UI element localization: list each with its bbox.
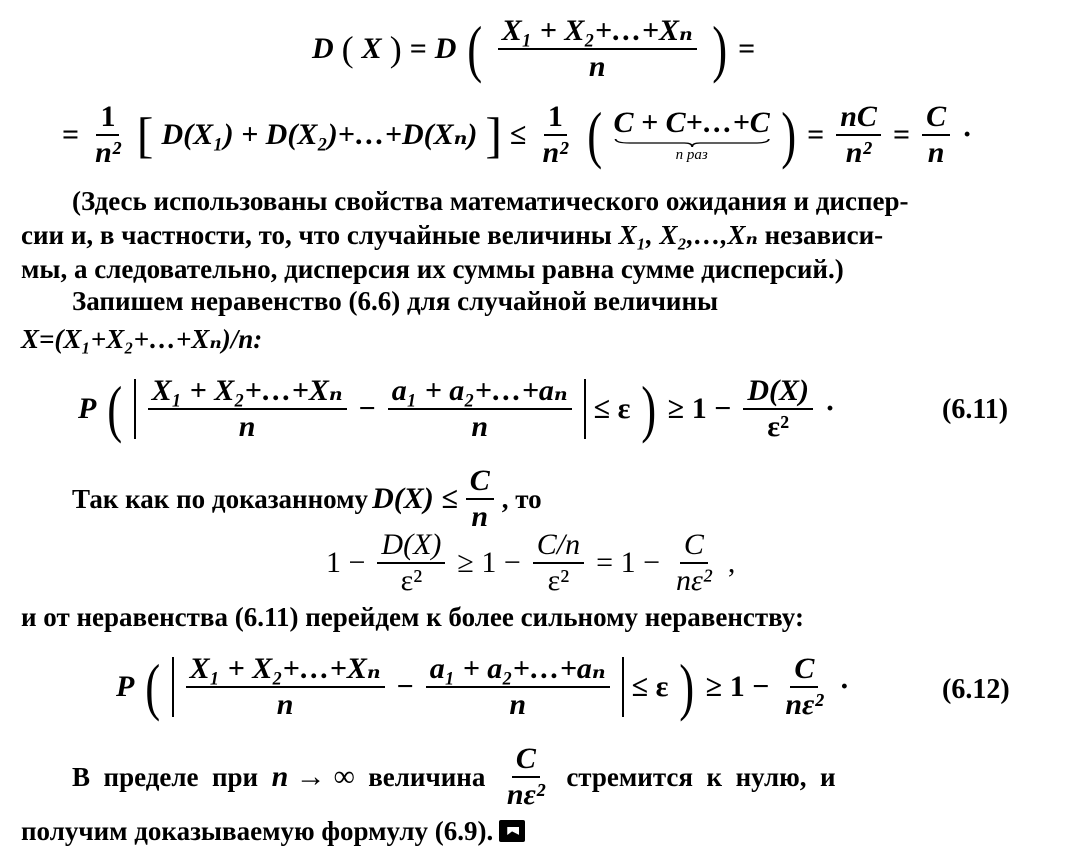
n-squared-denominator: n² — [845, 136, 872, 169]
underbraced-sum — [613, 105, 770, 163]
numerator-one-2: 1 — [544, 102, 567, 136]
paragraph-6 — [21, 818, 525, 845]
expectation-mean-fraction-612 — [426, 654, 610, 720]
X-symbol: X — [361, 32, 382, 65]
sample-sum-612: X₁ + X₂+…+Xₙ — [186, 654, 385, 688]
paragraph-1-text-b: независи- — [757, 220, 884, 250]
end-of-proof-icon — [499, 820, 525, 842]
C-n-over-eps-sq — [533, 530, 584, 596]
C-over-n-eps-sq — [672, 530, 716, 596]
expectation-n-612: n — [509, 688, 527, 721]
eq-one-minus-3: = 1 − — [596, 546, 660, 579]
equals-sign: = — [409, 32, 427, 65]
paragraph-2-text-a: Запишем неравенство — [72, 286, 349, 316]
ref-6-9: (6.9). — [434, 816, 494, 846]
period-dot-612: · — [839, 670, 850, 703]
ref-6-11: (6.11) — [234, 602, 299, 632]
minus-sign-612: − — [396, 670, 414, 703]
C-numerator-612: C — [790, 654, 818, 688]
formula-variance-line2: = $\frac{1}{\text{n²}}$ [ D(X₁) + D(X₂)+…+D(Xₙ) ] ≤ $\frac{1}{\text{n²}}$ ( C + C+…+C n раз ) = $\frac{nC}{\text{n²}}$ = $\frac{C}{n}$ · — [62, 99, 973, 170]
C-inline-num: C — [512, 744, 540, 778]
D-X-numerator: D(X) — [743, 376, 813, 410]
paragraph-1-line-1: (Здесь использованы свойства математического ожидания и диспер- — [72, 186, 909, 216]
n-denominator: n — [927, 136, 945, 169]
denominator-n-squared: n² — [95, 136, 121, 169]
equals-2: = — [892, 118, 911, 151]
period-dot-611: · — [825, 392, 836, 425]
D-over-eps-squared — [743, 376, 813, 442]
equation-number-6-11: (6.11) — [942, 394, 1009, 425]
paragraph-1-line-2 — [21, 222, 883, 249]
paragraph-5-text-c: стремится к нулю, и — [552, 761, 836, 792]
sum-of-variances: D(X₁) + D(X₂)+…+D(Xₙ) — [161, 118, 478, 151]
paragraph-4-text-b: перейдем к более сильному неравенству: — [298, 602, 804, 632]
paragraph-3-text-b: , то — [501, 483, 542, 514]
nC-numerator: nC — [836, 102, 881, 136]
sample-n-612: n — [276, 688, 294, 721]
ineq-den-3: nε² — [676, 564, 712, 597]
sample-mean-fraction-612 — [186, 654, 385, 720]
abs-bar-right-612 — [622, 657, 624, 717]
ineq-den-1: ε² — [400, 564, 423, 597]
abs-bar-left — [134, 379, 136, 439]
paragraph-3 — [72, 466, 542, 532]
ineq-num-3: C — [680, 530, 708, 564]
fraction-denominator: n — [588, 50, 606, 83]
n-eps-sq-inline-den: nε² — [506, 778, 545, 811]
ge-one-minus-2: ≥ 1 − — [457, 546, 521, 579]
C-over-n-inline — [466, 466, 494, 532]
equation-number-6-12: (6.12) — [942, 674, 1010, 705]
C-numerator: C — [922, 102, 950, 136]
paragraph-5-text-b: величина — [354, 761, 499, 792]
expectation-sum-612: a₁ + a₂+…+aₙ — [426, 654, 610, 688]
n-eps-sq-denominator-612: nε² — [785, 688, 824, 721]
random-variables-list: X₁, X₂,…,Xₙ — [618, 220, 758, 250]
n-inline-denominator: n — [471, 500, 489, 533]
mean-variable-definition: X=(X₁+X₂+…+Xₙ)/n: — [21, 324, 263, 354]
equation-6-12: P ( $\frac{\text{X₁ + X₂+…+Xₙ}}{n}$ − $\frac{\text{a₁ + a₂+…+aₙ}}{n}$ ≤ ε ) ≥ 1 − $\frac{C}{\text{nε²}}$ · — [116, 651, 850, 722]
lead-equals: = — [62, 118, 80, 151]
period-dot: · — [962, 118, 973, 151]
D-X-over-eps-sq — [377, 530, 445, 596]
formula-variance-line1: D ( X ) = D ( $\frac{\text{X₁ + X₂+…+Xₙ}}{n}$ ) = — [312, 13, 756, 84]
paragraph-2-line-2 — [21, 326, 262, 353]
ineq-comma: , — [727, 546, 736, 579]
le-sign: ≤ — [510, 118, 527, 151]
paragraph-5 — [72, 744, 836, 810]
D-symbol: D — [312, 32, 334, 65]
one-over-n-squared — [91, 102, 125, 168]
ge-one-minus: ≥ 1 − — [667, 392, 732, 425]
D-X-le: D(X) ≤ — [372, 482, 458, 515]
numerator-one: 1 — [96, 102, 119, 136]
mean-fraction — [498, 16, 697, 82]
equation-6-11: P ( $\frac{\text{X₁ + X₂+…+Xₙ}}{n}$ − $\frac{\text{a₁ + a₂+…+aₙ}}{n}$ ≤ ε ) ≥ 1 − $\frac{D(X)}{\text{ε²}}$ · — [78, 373, 836, 444]
nC-over-n-squared — [836, 102, 881, 168]
underbrace-icon — [614, 138, 770, 148]
le-epsilon: ≤ ε — [593, 392, 631, 425]
ineq-num-2: C/n — [533, 530, 584, 564]
C-over-n — [922, 102, 950, 168]
one-minus-1: 1 − — [326, 546, 366, 579]
paragraph-6-text-a: получим доказываемую формулу — [21, 816, 435, 846]
ineq-num-1: D(X) — [377, 530, 445, 564]
sum-of-C: C + C+…+C — [613, 105, 770, 139]
C-inline-numerator: C — [466, 466, 494, 500]
paragraph-4 — [21, 604, 804, 631]
ineq-den-2: ε² — [547, 564, 570, 597]
abs-bar-right — [584, 379, 586, 439]
n-times-label: n раз — [675, 146, 708, 163]
sample-mean-fraction — [148, 376, 347, 442]
ge-one-minus-612: ≥ 1 − — [705, 670, 770, 703]
probability-P: P — [78, 392, 97, 425]
paragraph-1-text-a: сии и, в частности, то, что случайные величины — [21, 220, 619, 250]
expectation-sum: a₁ + a₂+…+aₙ — [388, 376, 572, 410]
eps-squared-denominator: ε² — [767, 410, 790, 443]
denominator-n-squared-2: n² — [542, 136, 569, 169]
le-epsilon-612: ≤ ε — [631, 670, 669, 703]
fraction-numerator: X₁ + X₂+…+Xₙ — [498, 16, 697, 50]
C-over-n-eps-sq-612 — [781, 654, 827, 720]
sample-sum: X₁ + X₂+…+Xₙ — [148, 376, 347, 410]
probability-P-612: P — [116, 670, 135, 703]
paragraph-2-line-1 — [72, 288, 718, 315]
expectation-n: n — [471, 410, 489, 443]
expectation-mean-fraction — [388, 376, 572, 442]
paragraph-1-line-3: мы, а следовательно, дисперсия их суммы равна сумме дисперсий.) — [21, 254, 844, 284]
equals-sign-tail: = — [738, 32, 756, 65]
n-to-infinity: n → ∞ — [271, 760, 355, 793]
paragraph-4-text-a: и от неравенства — [21, 602, 235, 632]
sample-n: n — [238, 410, 256, 443]
one-over-n-squared-2 — [539, 102, 573, 168]
abs-bar-left-612 — [172, 657, 174, 717]
paragraph-5-text-a: В пределе при — [72, 761, 272, 792]
inequality-chain — [326, 530, 735, 596]
paragraph-3-text-a: Так как по доказанному — [72, 483, 369, 514]
C-over-n-eps-sq-inline — [503, 744, 549, 810]
ref-6-6: (6.6) — [348, 286, 401, 316]
minus-sign: − — [358, 392, 376, 425]
equals-1: = — [807, 118, 825, 151]
paragraph-2-text-b: для случайной величины — [400, 286, 719, 316]
D-symbol-2: D — [434, 32, 457, 65]
